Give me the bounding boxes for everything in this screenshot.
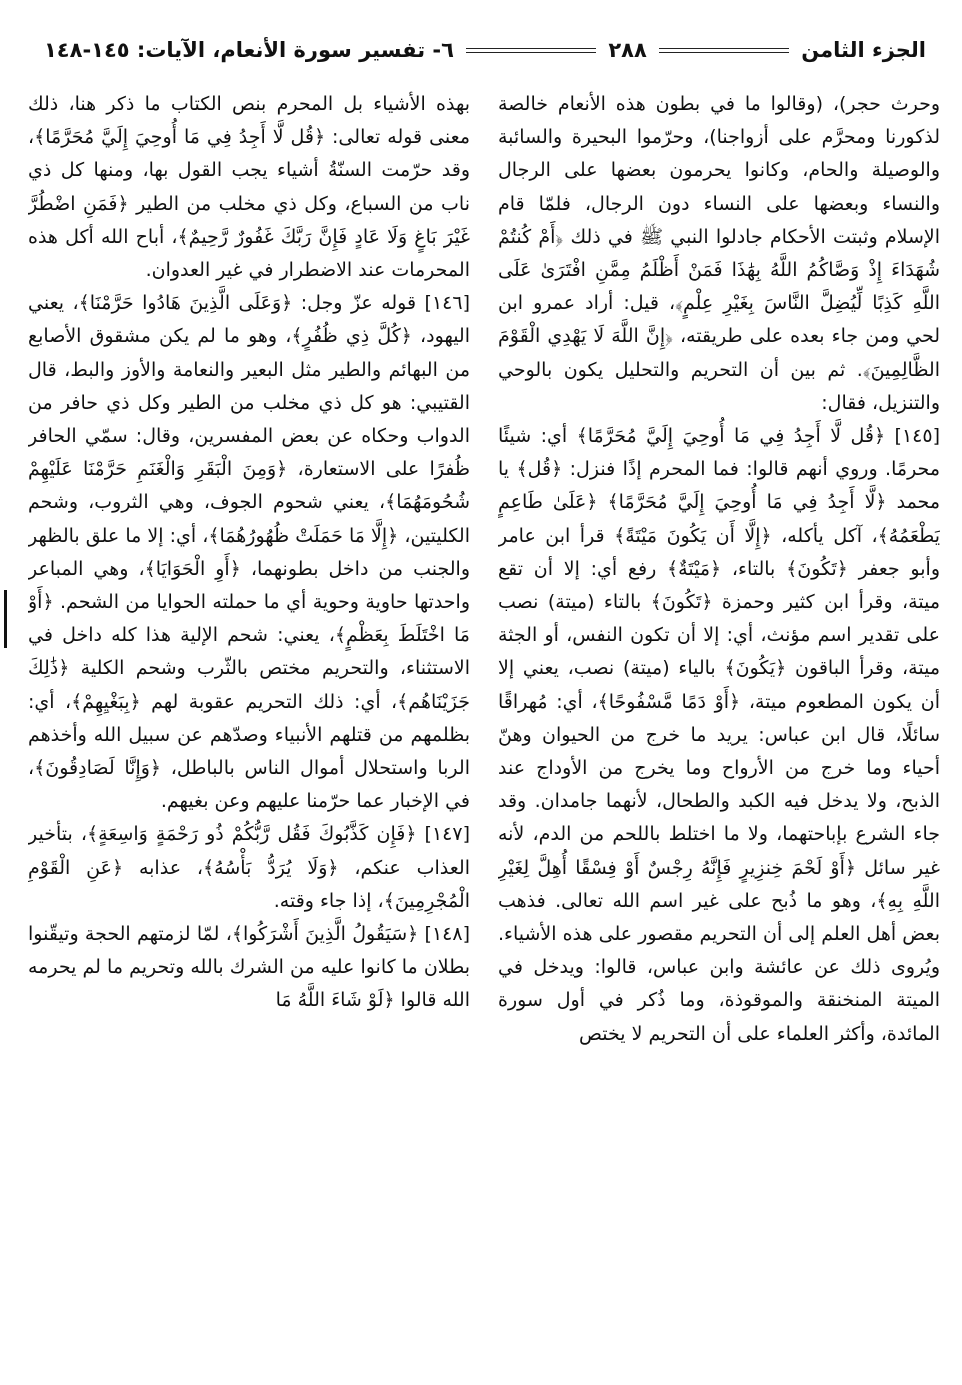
page-number: ٢٨٨ xyxy=(608,38,647,62)
text-columns xyxy=(28,88,940,1373)
paragraph: وحرث حجر)، (وقالوا ما في بطون هذه الأنعام خالصة لذكورنا ومحرَّم على أزواجنا)، وحرّموا البحيرة والسائبة والوصيلة والحام، وكانوا يحرمون بعضها على الرجال والنساء وبعضها على النساء دون الرجال، فلمّا قام الإسلام وثبتت الأحكام جادلوا النبي ﷺ في ذلك ﴿أَمْ كُنتُمْ شُهَدَاءَ إِذْ وَصَّاكُمُ اللَّهُ بِهَٰذَا فَمَنْ أَظْلَمُ مِمَّنِ افْتَرَىٰ عَلَى اللَّهِ كَذِبًا لِّيُضِلَّ النَّاسَ بِغَيْرِ عِلْمٍ﴾، قيل: أراد عمرو ابن لحي ومن جاء بعده على طريقته، ﴿إِنَّ اللَّهَ لَا يَهْدِي الْقَوْمَ الظَّالِمِينَ﴾. ثم بين أن التحريم والتحليل يكون بالوحي والتنزيل، فقال: xyxy=(498,93,940,414)
paragraph-147: [١٤٧] ﴿فَإِن كَذَّبُوكَ فَقُل رَّبُّكُمْ ذُو رَحْمَةٍ وَاسِعَةٍ﴾، بتأخير العذاب عنكم، ﴿وَلَا يُرَدُّ بَأْسُهُ﴾، عذابه ﴿عَنِ الْقَوْمِ الْمُجْرِمِينَ﴾، إذا جاء وقته. xyxy=(28,823,470,912)
paragraph-146: [١٤٦] قوله عزّ وجل: ﴿وَعَلَى الَّذِينَ هَادُوا حَرَّمْنَا﴾، يعني اليهود، ﴿كُلَّ ذِي ظُفُرٍ﴾، وهو ما لم يكن مشقوق الأصابع من البهائم والطير مثل البعير والنعامة والأوز والبط، قال القتيبي: هو كل ذي مخلب من الطير وكل ذي حافر من الدواب وحكاه عن بعض المفسرين، وقال: سمّي الحافر ظُفرًا على الاستعارة، ﴿وَمِنَ الْبَقَرِ وَالْغَنَمِ حَرَّمْنَا عَلَيْهِمْ شُحُومَهُمَا﴾، يعني شحوم الجوف، وهي الثروب، وشحم الكليتين، ﴿إِلَّا مَا حَمَلَتْ ظُهُورُهُمَا﴾، أي: إلا ما علق بالظهر والجنب من داخل بطونهما، ﴿أَوِ الْحَوَايَا﴾، وهي المباعر واحدتها حاوية وحوية أي ما حملته الحوايا من الشحم. ﴿أَوْ مَا اخْتَلَطَ بِعَظْمٍ﴾، يعني: شحم الإلية هذا كله داخل في الاستثناء، والتحريم مختص بالثّرب وشحم الكلية ﴿ذَٰلِكَ جَزَيْنَاهُم﴾، أي: ذلك التحريم عقوبة لهم ﴿بِبَغْيِهِمْ﴾، أي: بظلمهم من قتلهم الأنبياء وصدّهم عن سبيل الله وأخذهم الربا واستحلال أموال الناس بالباطل، ﴿وَإِنَّا لَصَادِقُونَ﴾، في الإخبار عما حرّمنا عليهم وعن بغيهم. xyxy=(28,292,470,813)
part-label: الجزء الثامن xyxy=(801,38,926,62)
margin-mark xyxy=(4,590,7,648)
paragraph-145: [١٤٥] ﴿قُل لَّا أَجِدُ فِي مَا أُوحِيَ إِلَيَّ مُحَرَّمًا﴾ أي: شيئًا محرمًا. وروي أنهم قالوا: فما المحرم إذًا فنزل: ﴿قُل﴾ يا محمد ﴿لَّا أَجِدُ فِي مَا أُوحِيَ إِلَيَّ مُحَرَّمًا﴾ ﴿عَلَىٰ طَاعِمٍ يَطْعَمُهُ﴾، آكل يأكله، ﴿إِلَّا أَن يَكُونَ مَيْتَةً﴾ قرأ ابن عامر وأبو جعفر ﴿تَكُونَ﴾ بالتاء، ﴿مَيْتَةٌ﴾ رفع أي: إلا أن تقع ميتة، وقرأ ابن كثير وحمزة ﴿تَكُونَ﴾ بالتاء (ميتة) نصب على تقدير اسم مؤنث، أي: إلا أن تكون النفس، أو الجثة ميتة، وقرأ الباقون ﴿يَكُونَ﴾ بالياء (ميتة) نصب، يعني إلا أن يكون المطعوم ميتة، ﴿أَوْ دَمًا مَّسْفُوحًا﴾، أي: مُهراقًا سائلًا، قال ابن عباس: يريد ما خرج من الحيوان وهنّ أحياء وما خرج من الأرواح وما يخرج من الأوداج عند الذبح، ولا يدخل فيه الكبد والطحال، لأنهما جامدان. وقد جاء الشرع بإباحتهما، ولا ما اختلط باللحم من الدم، لأنه غير سائل ﴿أَوْ لَحْمَ خِنزِيرٍ فَإِنَّهُ رِجْسٌ أَوْ فِسْقًا أُهِلَّ لِغَيْرِ اللَّهِ بِهِ﴾، وهو ما ذُبح على غير اسم الله تعالى. فذهب بعض أهل العلم إلى أن التحريم مقصور على هذه الأشياء. ويُروى ذلك عن عائشة وابن عباس، قالوا: ويدخل في الميتة المنخنقة والموقوذة، وما ذُكر في أول سورة المائدة، وأكثر العلماء على أن التحريم لا يختص xyxy=(498,425,940,1045)
header-rule-right xyxy=(659,48,789,53)
paragraph-148: [١٤٨] ﴿سَيَقُولُ الَّذِينَ أَشْرَكُوا﴾، لمّا لزمتهم الحجة وتيقّنوا بطلان ما كانوا عليه من الشرك بالله وتحريم ما لم يحرمه الله قالوا ﴿لَوْ شَاءَ اللَّهُ مَا xyxy=(28,923,470,1012)
chapter-title: ٦- تفسير سورة الأنعام، الآيات: ١٤٥-١٤٨ xyxy=(43,38,454,62)
header-rule-left xyxy=(466,48,596,53)
right-column xyxy=(498,88,940,1373)
left-column xyxy=(28,88,470,1373)
paragraph: بهذه الأشياء بل المحرم بنص الكتاب ما ذكر هنا، ذلك معنى قوله تعالى: ﴿قُل لَّا أَجِدُ فِي مَا أُوحِيَ إِلَيَّ مُحَرَّمًا﴾، وقد حرّمت السنّةُ أشياء يجب القول بها، ومنها كل ذي ناب من السباع، وكل ذي مخلب من الطير ﴿فَمَنِ اضْطُرَّ غَيْرَ بَاغٍ وَلَا عَادٍ فَإِنَّ رَبَّكَ غَفُورٌ رَّحِيمٌ﴾، أباح الله أكل هذه المحرمات عند الاضطرار في غير العدوان. xyxy=(28,93,470,282)
page-header xyxy=(44,34,926,66)
